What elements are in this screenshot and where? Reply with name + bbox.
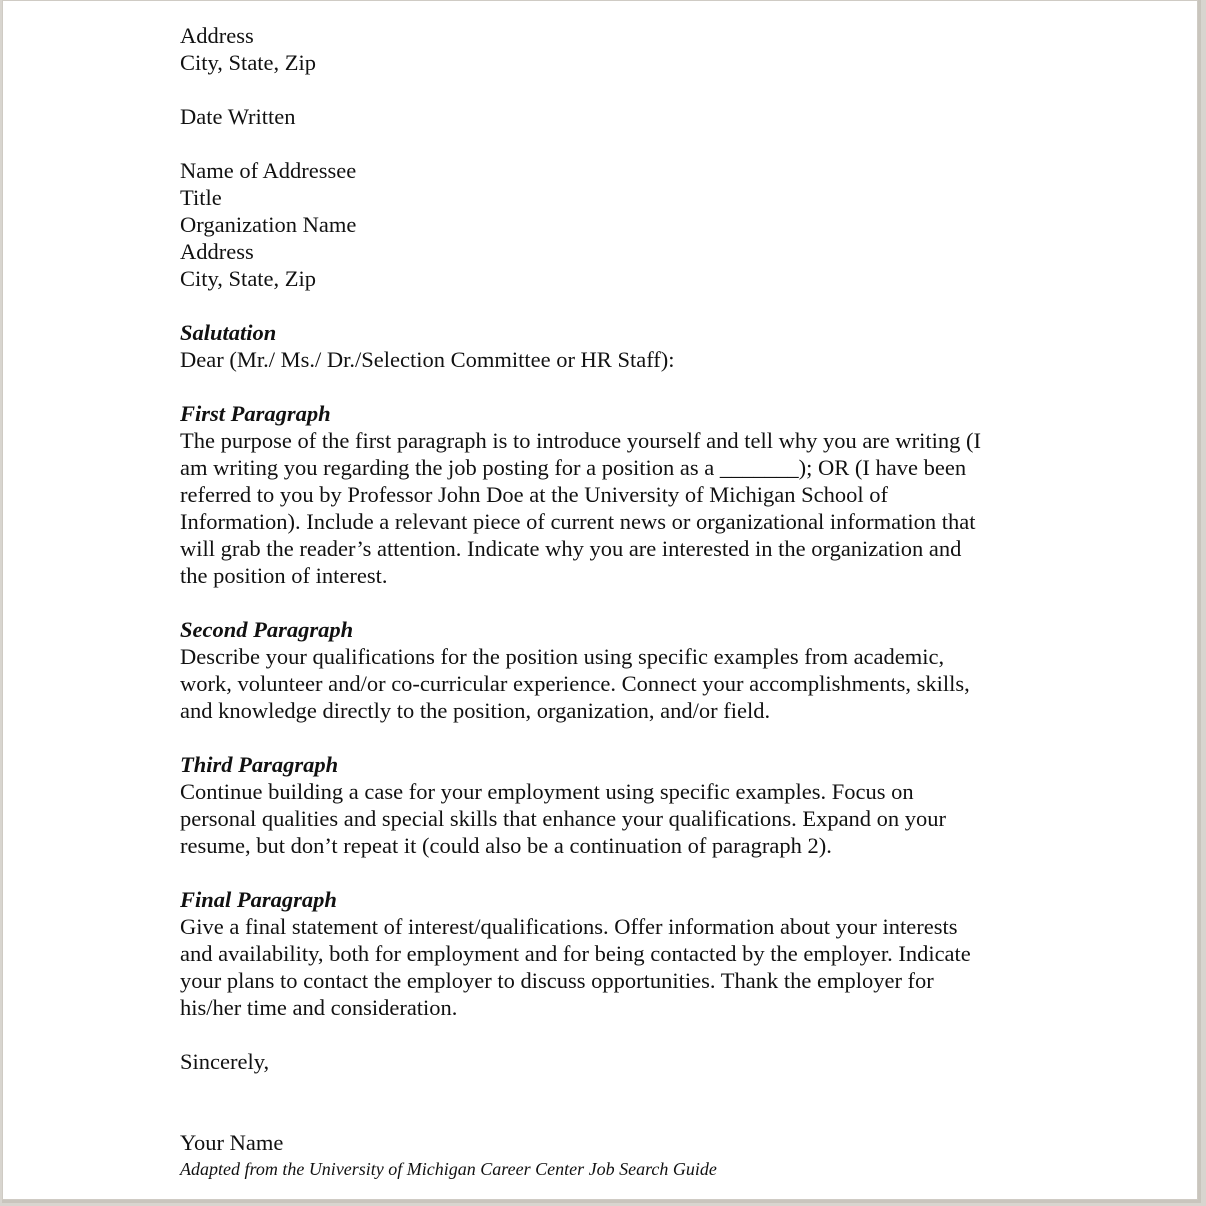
document-page	[2, 0, 1201, 1203]
paragraph-line: his/her time and consideration.	[180, 995, 458, 1020]
paragraph-line: referred to you by Professor John Doe at the University of Michigan School of	[180, 482, 888, 507]
third-paragraph-heading: Third Paragraph	[180, 752, 339, 777]
paragraph-line: the position of interest.	[180, 563, 388, 588]
spacer	[180, 76, 1040, 103]
recipient-address: Address	[180, 239, 254, 264]
closing: Sincerely,	[180, 1049, 270, 1074]
paragraph-line: Give a final statement of interest/qualifications. Offer information about your interests	[180, 914, 958, 939]
spacer	[180, 1021, 1040, 1048]
sender-address: Address	[180, 23, 254, 48]
paragraph-line: work, volunteer and/or co-curricular experience. Connect your accomplishments, skills,	[180, 671, 970, 696]
recipient-title: Title	[180, 185, 222, 210]
sender-city-state-zip: City, State, Zip	[180, 50, 317, 75]
paragraph-line: am writing you regarding the job posting for a position as a _______); OR (I have been	[180, 455, 967, 480]
signature-space	[180, 1075, 1040, 1129]
paragraph-line: Information). Include a relevant piece of current news or organizational information that	[180, 509, 976, 534]
paragraph-line: and knowledge directly to the position, organization, and/or field.	[180, 698, 771, 723]
paragraph-line: Continue building a case for your employment using specific examples. Focus on	[180, 779, 914, 804]
date-written: Date Written	[180, 104, 296, 129]
spacer	[180, 859, 1040, 886]
paragraph-line: resume, but don’t repeat it (could also be a continuation of paragraph 2).	[180, 833, 832, 858]
paragraph-line: will grab the reader’s attention. Indicate why you are interested in the organization and	[180, 536, 962, 561]
paragraph-line: The purpose of the first paragraph is to introduce yourself and tell why you are writing (I	[180, 428, 982, 453]
paragraph-line: personal qualities and special skills that enhance your qualifications. Expand on your	[180, 806, 947, 831]
third-paragraph	[180, 778, 1040, 859]
second-paragraph	[180, 643, 1040, 724]
final-paragraph	[180, 913, 1040, 1021]
final-paragraph-heading: Final Paragraph	[180, 887, 337, 912]
second-paragraph-heading: Second Paragraph	[180, 617, 354, 642]
paragraph-line: your plans to contact the employer to discuss opportunities. Thank the employer for	[180, 968, 934, 993]
spacer	[180, 724, 1040, 751]
spacer	[180, 292, 1040, 319]
letter-body	[180, 22, 1040, 1180]
recipient-name: Name of Addressee	[180, 158, 357, 183]
salutation-heading: Salutation	[180, 320, 277, 345]
first-paragraph-heading: First Paragraph	[180, 401, 331, 426]
signature-name: Your Name	[180, 1130, 284, 1155]
paragraph-line: and availability, both for employment and for being contacted by the employer. Indicate	[180, 941, 971, 966]
spacer	[180, 130, 1040, 157]
spacer	[180, 373, 1040, 400]
paragraph-line: Describe your qualifications for the position using specific examples from academic,	[180, 644, 945, 669]
first-paragraph	[180, 427, 1040, 589]
recipient-city-state-zip: City, State, Zip	[180, 266, 317, 291]
spacer	[180, 589, 1040, 616]
source-credit: Adapted from the University of Michigan Career Center Job Search Guide	[180, 1159, 717, 1179]
salutation-text: Dear (Mr./ Ms./ Dr./Selection Committee or HR Staff):	[180, 347, 675, 372]
recipient-organization: Organization Name	[180, 212, 357, 237]
